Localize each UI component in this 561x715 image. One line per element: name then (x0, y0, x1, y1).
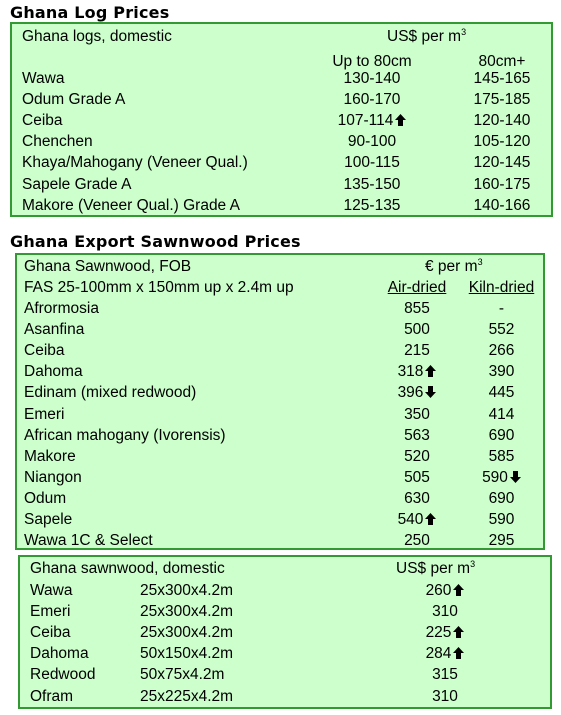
price-kiln-dried: 590 (488, 511, 515, 528)
species-name: Wawa (22, 70, 65, 87)
arrow-up-icon (395, 114, 406, 126)
price-air-dried: 318 (375, 361, 459, 382)
table-row (17, 530, 543, 551)
price-up-to-80cm: 125-135 (343, 196, 401, 214)
table-header-row (12, 26, 551, 47)
species-name: Sapele Grade A (22, 175, 132, 193)
species-name: Dahoma (30, 645, 89, 663)
price-up-to-80cm: 135-150 (343, 175, 401, 193)
arrow-up-icon (453, 626, 464, 638)
price-value: 310 (432, 603, 458, 621)
table-row (17, 509, 543, 530)
species-name: Wawa (30, 582, 73, 599)
column-header: Air-dried (387, 279, 447, 296)
price-air-dried: 500 (404, 321, 430, 339)
species-name: Ceiba (24, 342, 65, 360)
arrow-up-icon (425, 365, 436, 377)
arrow-down-icon (510, 471, 521, 483)
species-name: Edinam (mixed redwood) (24, 384, 197, 402)
table-row (17, 319, 543, 340)
species-name: Asanfina (24, 321, 85, 339)
species-name: Emeri (24, 405, 65, 423)
dimension: 50x150x4.2m (140, 645, 234, 663)
table-row (12, 174, 551, 195)
arrow-up-icon (453, 647, 464, 659)
header-label: Ghana sawnwood, domestic (30, 560, 225, 577)
price-80cm-plus: 145-165 (473, 70, 531, 87)
price-kiln-dried: 552 (488, 321, 515, 339)
table-row (17, 488, 543, 509)
species-name: Khaya/Mahogany (Veneer Qual.) (22, 154, 248, 172)
table-row (17, 382, 543, 403)
price-up-to-80cm: 160-170 (343, 91, 401, 109)
header-label: Ghana logs, domestic (22, 28, 172, 45)
arrow-up-icon (425, 513, 436, 525)
table-row (17, 404, 543, 425)
table-row (12, 110, 551, 131)
price-kiln-dried: 390 (488, 363, 515, 381)
table-row (20, 622, 550, 643)
price-kiln-dried: 690 (488, 426, 515, 444)
price-air-dried: 396 (375, 382, 459, 403)
price-80cm-plus: 175-185 (473, 91, 531, 109)
species-name: Ceiba (22, 112, 63, 130)
price-air-dried: 505 (404, 468, 430, 486)
export-sawnwood-table (15, 253, 545, 550)
dimension: 25x300x4.2m (140, 582, 234, 599)
species-name: Wawa 1C & Select (24, 532, 153, 550)
table-row (17, 425, 543, 446)
price-air-dried: 630 (404, 489, 430, 507)
price-air-dried: 215 (404, 342, 430, 360)
price-kiln-dried: 445 (488, 384, 515, 402)
price-80cm-plus: 140-166 (473, 196, 531, 214)
table-row (12, 152, 551, 173)
arrow-down-icon (425, 386, 436, 398)
species-name: Afrormosia (24, 300, 99, 317)
table-row (20, 686, 550, 707)
table-row (12, 131, 551, 152)
header-label: Ghana Sawnwood, FOB (24, 258, 192, 275)
table-row (20, 601, 550, 622)
price-up-to-80cm: 107-114 (322, 110, 422, 131)
price-kiln-dried: - (498, 300, 505, 317)
column-header: 80cm+ (478, 53, 526, 70)
price-value: 310 (432, 687, 458, 705)
price-kiln-dried: 414 (488, 405, 515, 423)
unit-label: € per $m^3$ (425, 256, 483, 275)
species-name: Sapele (24, 511, 73, 528)
price-value: 284 (400, 643, 490, 664)
species-name: Redwood (30, 666, 96, 684)
table-row (12, 195, 551, 216)
price-80cm-plus: 160-175 (473, 175, 531, 193)
price-80cm-plus: 120-140 (473, 112, 531, 130)
species-name: Makore (24, 447, 76, 465)
price-air-dried: 540 (375, 509, 459, 530)
log-prices-table (10, 22, 553, 217)
price-air-dried: 563 (404, 426, 430, 444)
table-row (12, 89, 551, 110)
dimension: 25x300x4.2m (140, 624, 234, 642)
price-air-dried: 520 (404, 447, 430, 465)
dimension: 25x225x4.2m (140, 687, 234, 705)
species-name: Ofram (30, 687, 74, 705)
price-value: 260 (400, 580, 490, 601)
unit-label: US$ per $m^3$ (387, 26, 467, 45)
table-row (17, 298, 543, 319)
price-air-dried: 350 (404, 405, 430, 423)
price-80cm-plus: 120-145 (473, 154, 531, 172)
dimension: 50x75x4.2m (140, 666, 225, 684)
price-80cm-plus: 105-120 (473, 133, 531, 151)
table-row (20, 664, 550, 685)
arrow-up-icon (453, 584, 464, 596)
sub-label: FAS 25-100mm x 150mm up x 2.4m up (24, 279, 294, 296)
dimension: 25x300x4.2m (140, 603, 234, 621)
table-header-row (20, 558, 550, 579)
log-prices-title: Ghana Log Prices (10, 3, 170, 22)
species-name: Dahoma (24, 363, 83, 381)
species-name: African mahogany (Ivorensis) (24, 426, 226, 444)
column-header: Kiln-dried (468, 279, 535, 296)
table-row (20, 643, 550, 664)
price-kiln-dried: 295 (488, 532, 515, 550)
species-name: Chenchen (22, 133, 93, 151)
price-up-to-80cm: 130-140 (343, 70, 401, 87)
price-value: 225 (400, 622, 490, 643)
price-up-to-80cm: 100-115 (344, 154, 400, 172)
price-air-dried: 855 (404, 300, 430, 317)
price-kiln-dried: 266 (488, 342, 515, 360)
species-name: Makore (Veneer Qual.) Grade A (22, 196, 240, 214)
species-name: Ceiba (30, 624, 71, 642)
table-row (17, 340, 543, 361)
domestic-sawnwood-table (18, 555, 552, 709)
table-row (17, 467, 543, 488)
export-sawnwood-title: Ghana Export Sawnwood Prices (10, 232, 301, 251)
unit-label: US$ per $m^3$ (396, 558, 476, 577)
table-header-row (17, 256, 543, 277)
column-header: Up to 80cm (332, 53, 412, 70)
price-kiln-dried: 590 (459, 467, 544, 488)
table-row (17, 361, 543, 382)
price-kiln-dried: 690 (488, 489, 515, 507)
price-up-to-80cm: 90-100 (347, 133, 397, 151)
species-name: Niangon (24, 468, 82, 486)
table-row (12, 68, 551, 89)
species-name: Odum (24, 489, 67, 507)
price-air-dried: 250 (404, 532, 430, 550)
column-header-row (17, 277, 543, 298)
species-name: Emeri (30, 603, 71, 621)
price-kiln-dried: 585 (488, 447, 515, 465)
price-value: 315 (432, 666, 458, 684)
table-row (17, 446, 543, 467)
table-row (20, 580, 550, 601)
species-name: Odum Grade A (22, 91, 126, 109)
